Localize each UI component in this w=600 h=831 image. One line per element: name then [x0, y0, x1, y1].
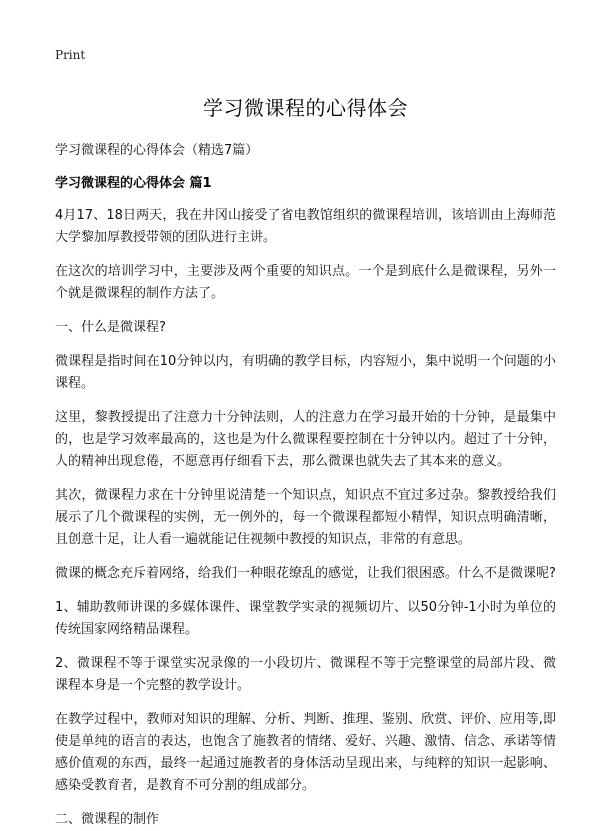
paragraph: 一、什么是微课程? — [55, 320, 166, 335]
paragraph: 二、微课程的制作 — [55, 812, 160, 827]
paragraph: 4月17、18日两天，我在井冈山接受了省电教馆组织的微课程培训，该培训由上海师范大学黎加厚教授带领的团队进行主讲。 — [55, 208, 556, 245]
paragraph: 在教学过程中，教师对知识的理解、分析、判断、推理、鉴别、欣赏、评价、应用等,即使是单纯的语言的表达，也饱含了施教者的情绪、爱好、兴趣、激情、信念、承诺等情感价值观的东西，最终一起通过施教者的身体活动呈现出来，与纯粹的知识一起影响、感染受教育者，是教育不可分割的组成部分。 — [55, 712, 556, 793]
paragraph: 在这次的培训学习中，主要涉及两个重要的知识点。一个是到底什么是微课程，另外一个就是微课程的制作方法了。 — [55, 264, 556, 301]
paragraph: 其次，微课程力求在十分钟里说清楚一个知识点，知识点不宜过多过杂。黎教授给我们展示了几个微课程的实例，无一例外的，每一个微课程都短小精悍，知识点明确清晰，且创意十足，让人看一遍就能记住视频中教授的知识点，非常的有意思。 — [55, 488, 556, 547]
print-link[interactable]: Print — [55, 48, 86, 62]
page-title: 学习微课程的心得体会 — [203, 96, 408, 120]
paragraph: 这里，黎教授提出了注意力十分钟法则，人的注意力在学习最开始的十分钟，是最集中的，也是学习效率最高的，这也是为什么微课程要控制在十分钟以内。超过了十分钟，人的精神出现怠倦，不愿意再仔细看下去，那么微课也就失去了其本来的意义。 — [55, 410, 556, 469]
paragraph: 微课程是指时间在10分钟以内，有明确的教学目标，内容短小，集中说明一个问题的小课程。 — [55, 354, 556, 391]
article-subtitle: 学习微课程的心得体会（精选7篇） — [55, 143, 259, 158]
section-heading: 学习微课程的心得体会 篇1 — [55, 176, 212, 191]
paragraph: 微课的概念充斥着网络，给我们一种眼花缭乱的感觉，让我们很困惑。什么不是微课呢? — [55, 566, 556, 581]
paragraph: 2、微课程不等于课堂实况录像的一小段切片、微课程不等于完整课堂的局部片段、微课程本身是一个完整的教学设计。 — [55, 656, 556, 693]
paragraph: 1、辅助教师讲课的多媒体课件、课堂教学实录的视频切片、以50分钟-1小时为单位的传统国家网络精品课程。 — [55, 600, 556, 637]
